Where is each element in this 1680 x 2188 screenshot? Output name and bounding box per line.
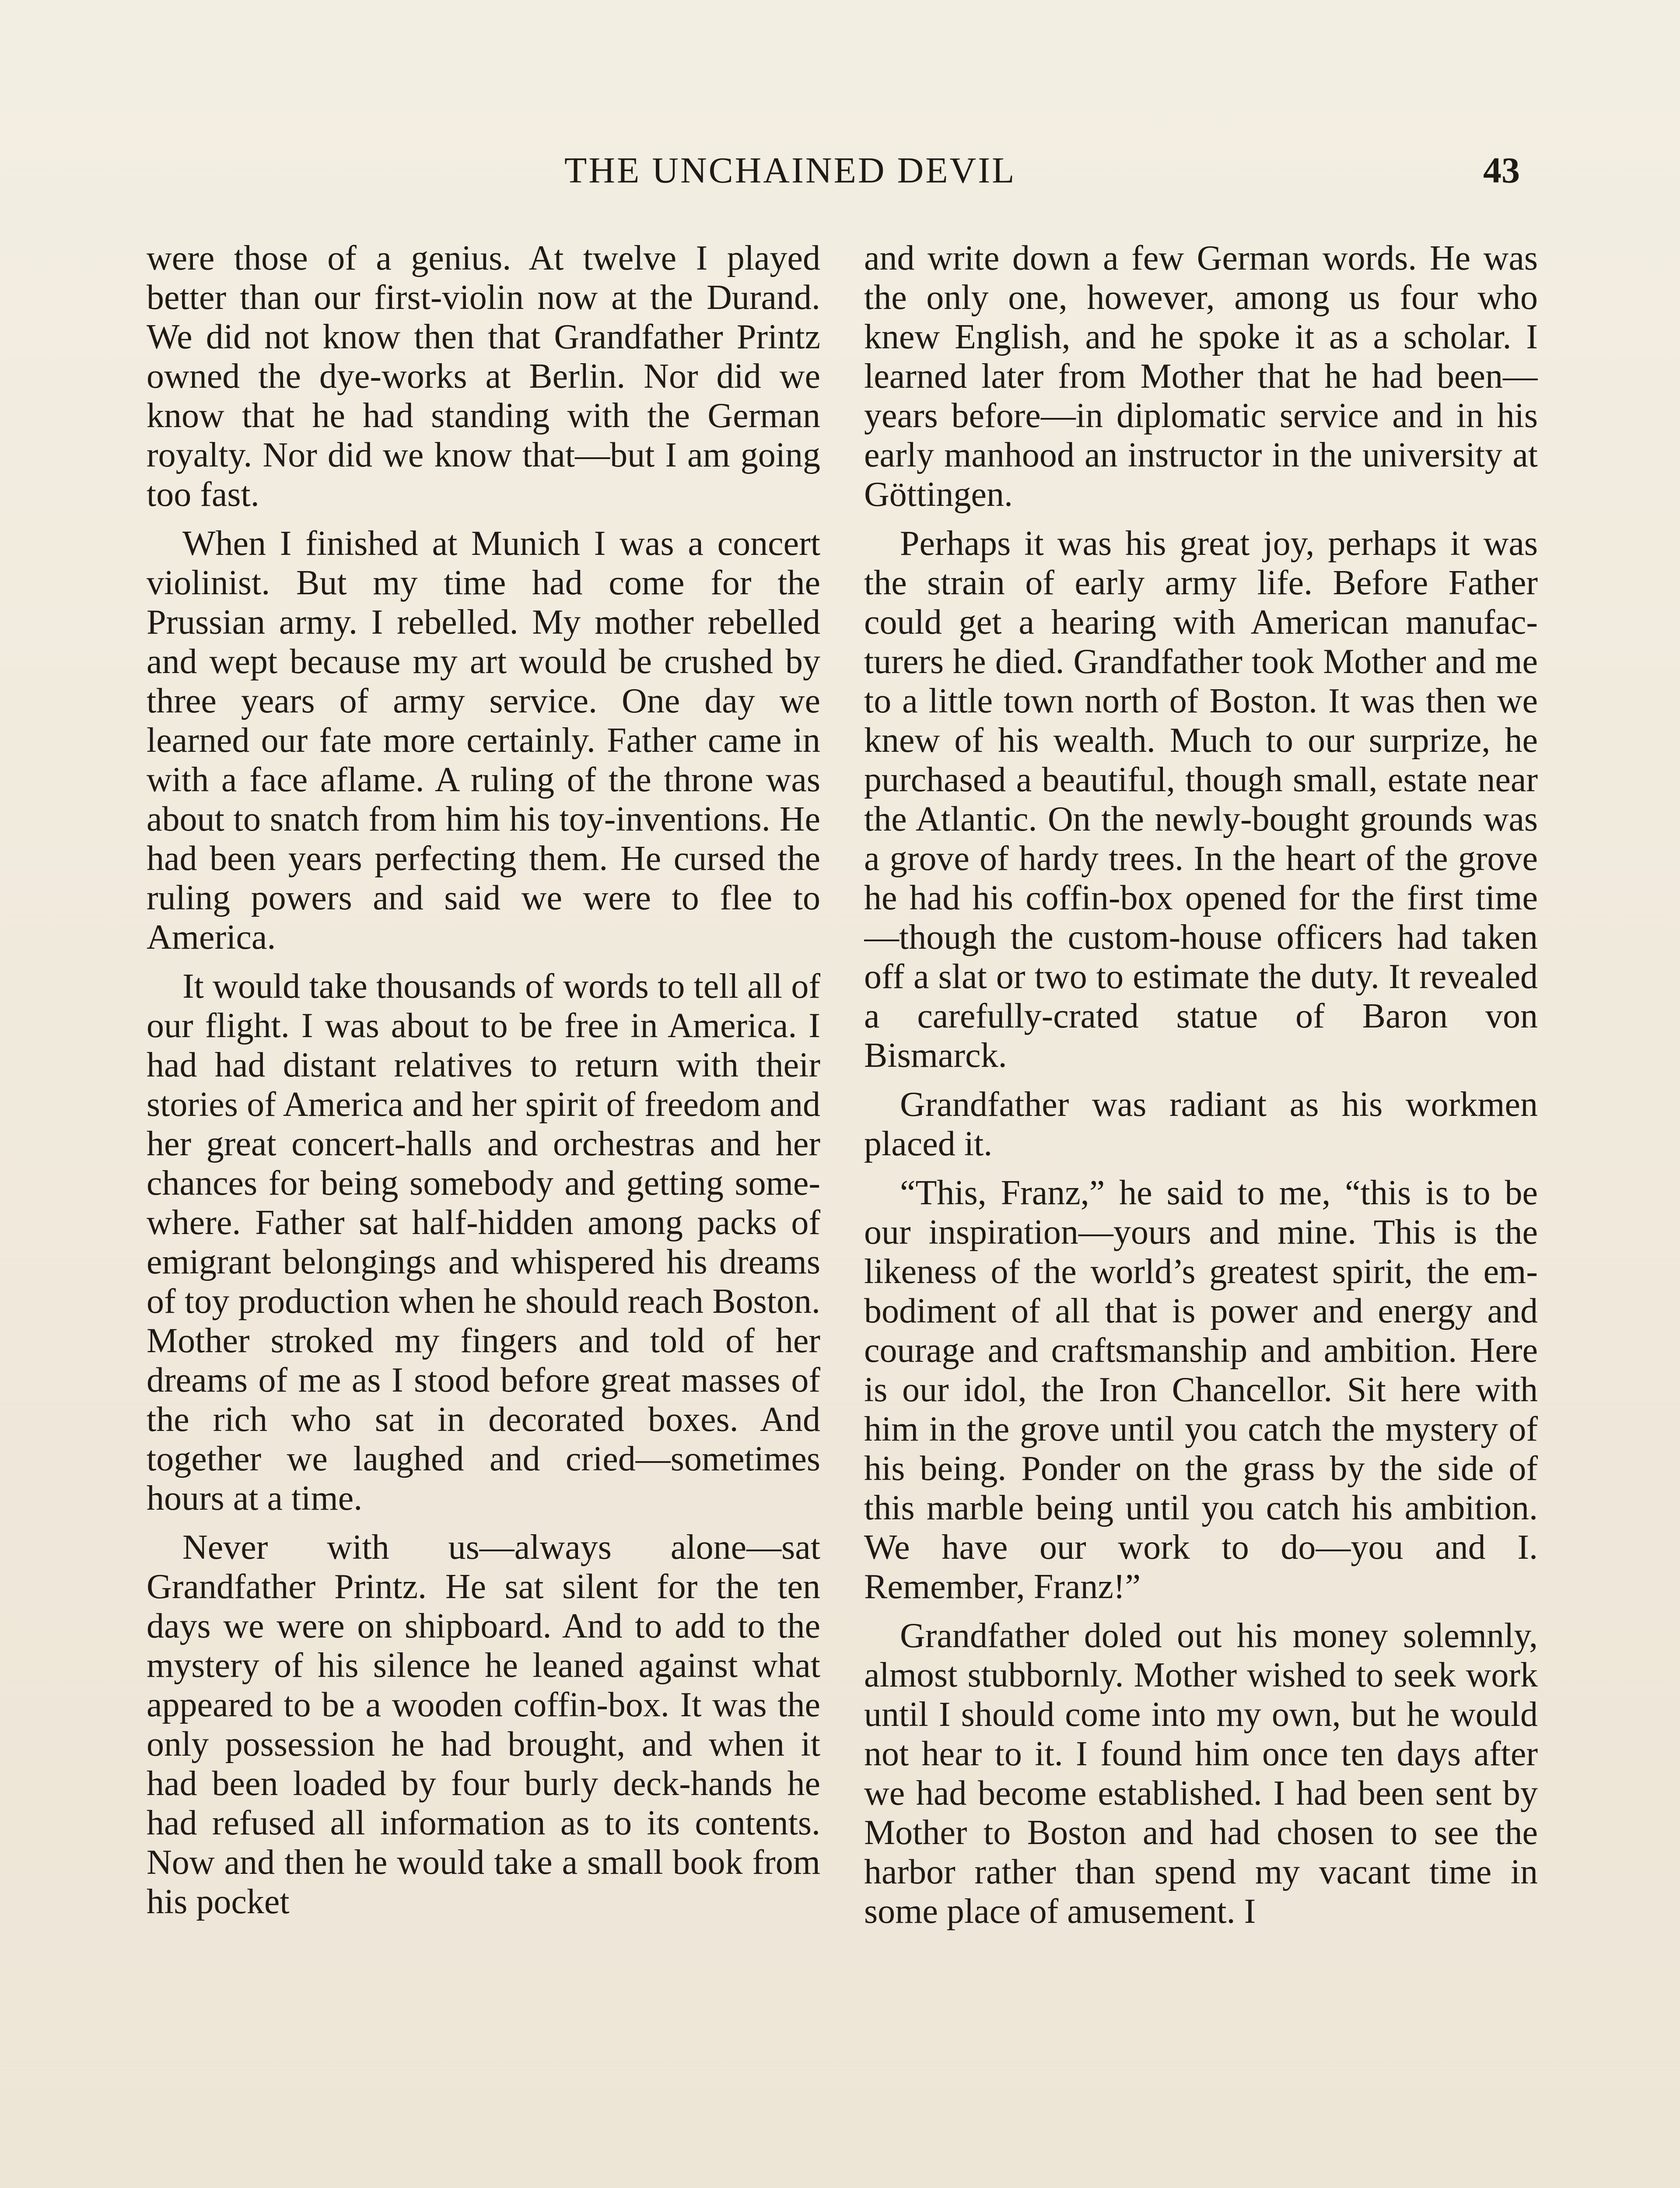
page-number: 43 [1483,150,1520,191]
paragraph: When I finished at Munich I was a concert violinist. But my time had come for the Prussian army. I rebelled. My mother rebelled and wept because my art would be crushed by three years of army service. One day we learned our fate more certainly. Father came in with a face aflame. A ruling of the throne was about to snatch from him his toy-inventions. He had been years perfecting them. He cursed the ruling powers and said we were to flee to America. [147,524,820,957]
paragraph: were those of a genius. At twelve I played better than our first-violin now at the Durand. We did not know then that Grandfather Printz owned the dye-works at Berlin. Nor did we know that he had standing with the German royalty. Nor did we know that—but I am going too fast. [147,239,820,514]
running-header [0,144,1680,197]
paragraph: It would take thousands of words to tell all of our flight. I was about to be free in America. I had had distant relatives to return with their stories of America and her spirit of freedom and her great concert-halls and orchestras and her chances for being somebody and getting somewhere. Father sat half-hidden among packs of emigrant belongings and whispered his dreams of toy production when he should reach Boston. Mother stroked my fingers and told of her dreams of me as I stood before great masses of the rich who sat in decorated boxes. And together we laughed and cried—sometimes hours at a time. [147,967,820,1518]
paragraph: “This, Franz,” he said to me, “this is to be our inspiration—yours and mine. This is the likeness of the world’s greatest spirit, the embodiment of all that is power and energy and courage and craftsmanship and ambition. Here is our idol, the Iron Chancellor. Sit here with him in the grove until you catch the mystery of his being. Ponder on the grass by the side of this marble being until you catch his ambition. We have our work to do—you and I. Remember, Franz!” [864,1174,1538,1606]
paragraph: Grandfather doled out his money solemnly, almost stubbornly. Mother wished to seek work until I should come into my own, but he would not hear to it. I found him once ten days after we had become established. I had been sent by Mother to Boston and had chosen to see the harbor rather than spend my vacant time in some place of amusement. I [864,1616,1538,1931]
right-column [864,238,1538,2188]
paragraph: Grandfather was radiant as his workmen placed it. [864,1085,1538,1163]
paragraph: Perhaps it was his great joy, perhaps it was the strain of early army life. Before Father could get a hearing with American manufacturers he died. Grandfather took Mother and me to a little town north of Boston. It was then we knew of his wealth. Much to our surprize, he purchased a beautiful, though small, estate near the Atlantic. On the newly-bought grounds was a grove of hardy trees. In the heart of the grove he had his coffin-box opened for the first time—though the custom-house officers had taken off a slat or two to estimate the duty. It revealed a carefully-crated statue of Baron von Bismarck. [864,524,1538,1075]
paragraph: and write down a few German words. He was the only one, however, among us four who knew English, and he spoke it as a scholar. I learned later from Mother that he had been—years before—in diplomatic service and in his early manhood an instructor in the university at Göttingen. [864,239,1538,514]
paragraph: Never with us—always alone—sat Grandfather Printz. He sat silent for the ten days we were on shipboard. And to add to the mystery of his silence he leaned against what appeared to be a wooden coffin-box. It was the only possession he had brought, and when it had been loaded by four burly deck-hands he had refused all information as to its contents. Now and then he would take a small book from his pocket [147,1528,820,1921]
left-column [147,238,820,2188]
running-title: THE UNCHAINED DEVIL [564,150,1016,191]
